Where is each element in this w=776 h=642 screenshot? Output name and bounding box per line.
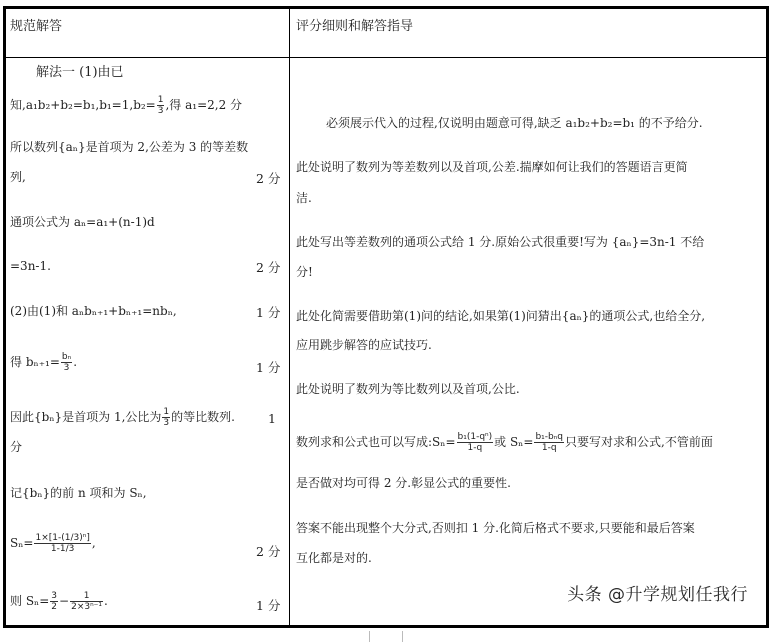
- text: 的等比数列.: [171, 410, 235, 424]
- denominator: 1-1/3: [50, 544, 75, 554]
- watermark: 头条 @升学规划任我行: [567, 585, 748, 605]
- score-label: 1 分: [256, 598, 281, 613]
- score-label: 1 分: [256, 360, 281, 375]
- denominator: 2: [51, 602, 58, 612]
- fraction: [34, 533, 90, 554]
- fraction: [162, 407, 170, 428]
- fraction: [157, 95, 165, 116]
- fraction: [50, 591, 58, 612]
- guide-note-2a: 此处说明了数列为等差数列以及首项,公差.揣摩如何让我们的答题语言更简: [296, 160, 688, 174]
- table-header-row: [6, 9, 766, 58]
- numerator: 1: [157, 95, 164, 105]
- text: 得 bₙ₊₁=: [10, 355, 60, 369]
- text: .: [104, 594, 108, 608]
- guide-note-4b: 应用跳步解答的应试技巧.: [296, 338, 432, 352]
- denominator: 3: [163, 418, 170, 428]
- denominator: 3: [157, 106, 164, 116]
- solution-line-1: 解法一 (1)由已: [36, 65, 124, 80]
- grading-table: [3, 6, 769, 628]
- fraction: [70, 591, 103, 612]
- guide-note-3b: 分!: [296, 265, 313, 279]
- guide-note-1: 必须展示代入的过程,仅说明由题意可得,缺乏 a₁b₂+b₂=b₁ 的不予给分.: [326, 116, 703, 130]
- text: Sₙ=: [10, 536, 34, 550]
- score-label: 2 分: [256, 260, 281, 275]
- solution-line-11: 记{bₙ}的前 n 项和为 Sₙ,: [10, 486, 147, 500]
- text: 知,: [10, 98, 26, 112]
- header-standard-answer: 规范解答: [10, 19, 63, 34]
- text: 则 Sₙ=: [10, 594, 50, 608]
- equation: a₁b₂+b₂=b₁,b₁=1,b₂=: [25, 98, 156, 112]
- fraction: [457, 432, 494, 453]
- score-label: 1: [268, 411, 276, 426]
- solution-line-9: [10, 407, 235, 428]
- guide-note-5: 此处说明了数列为等比数列以及首项,公比.: [296, 382, 520, 396]
- guide-note-2b: 洁.: [296, 191, 312, 205]
- numerator: 1: [70, 591, 103, 602]
- page-tab-marker: [369, 631, 403, 642]
- guide-note-7a: 答案不能出现整个大分式,否则扣 1 分.化简后格式不要求,只要能和最后答案: [296, 521, 695, 535]
- guide-note-7b: 互化都是对的.: [296, 551, 372, 565]
- solution-line-12: [10, 533, 96, 554]
- numerator: bₙ: [61, 352, 72, 362]
- minus-sign: −: [59, 594, 70, 608]
- numerator: b₁(1-qⁿ): [457, 432, 493, 442]
- guide-note-3a: 此处写出等差数列的通项公式给 1 分.原始公式很重要!写为 {aₙ}=3n-1 不给: [296, 235, 705, 249]
- text: ,: [91, 536, 96, 550]
- text: 因此{bₙ}是首项为 1,公比为: [10, 410, 162, 424]
- guide-note-6b: 是否做对均可得 2 分.彰显公式的重要性.: [296, 476, 511, 490]
- text: ,得 a₁=2,2 分: [165, 98, 243, 112]
- score-label: 1 分: [256, 305, 281, 320]
- fraction: [534, 432, 564, 453]
- numerator: b₁-bₙq: [535, 432, 564, 442]
- solution-line-10: 分: [10, 440, 23, 454]
- solution-line-6: =3n-1.: [10, 259, 51, 273]
- solution-line-4: 列,: [10, 170, 26, 184]
- fraction: [61, 352, 72, 373]
- numerator: 1: [163, 407, 170, 417]
- solution-line-7: (2)由(1)和 aₙbₙ₊₁+bₙ₊₁=nbₙ,: [10, 304, 177, 318]
- denominator: 1-q: [541, 443, 557, 453]
- denominator: 1-q: [467, 443, 483, 453]
- guide-note-6: [296, 432, 713, 453]
- denominator: 2×3ⁿ⁻¹: [71, 602, 103, 612]
- solution-line-8: 得 bₙ₊₁= $\frac{\text{bₙ}}{3}$ .: [10, 352, 78, 373]
- column-divider: [289, 9, 290, 625]
- score-label: 2 分: [256, 544, 281, 559]
- solution-line-2: [10, 95, 242, 116]
- text: 或 Sₙ=: [494, 435, 534, 449]
- numerator: 3: [51, 591, 58, 601]
- text: 数列求和公式也可以写成:Sₙ=: [296, 435, 456, 449]
- solution-line-13: [10, 591, 108, 612]
- denominator: 3: [63, 363, 70, 373]
- numerator: 1×[1-(1/3)ⁿ]: [35, 533, 90, 543]
- solution-line-5: 通项公式为 aₙ=a₁+(n-1)d: [10, 215, 155, 229]
- header-grading-guide: 评分细则和解答指导: [296, 19, 414, 34]
- text: 只要写对求和公式,不管前面: [565, 435, 713, 449]
- score-label: 2 分: [256, 171, 281, 186]
- guide-note-4a: 此处化简需要借助第(1)问的结论,如果第(1)问猜出{aₙ}的通项公式,也给全分,: [296, 309, 706, 323]
- solution-line-3: 所以数列{aₙ}是首项为 2,公差为 3 的等差数: [10, 140, 249, 154]
